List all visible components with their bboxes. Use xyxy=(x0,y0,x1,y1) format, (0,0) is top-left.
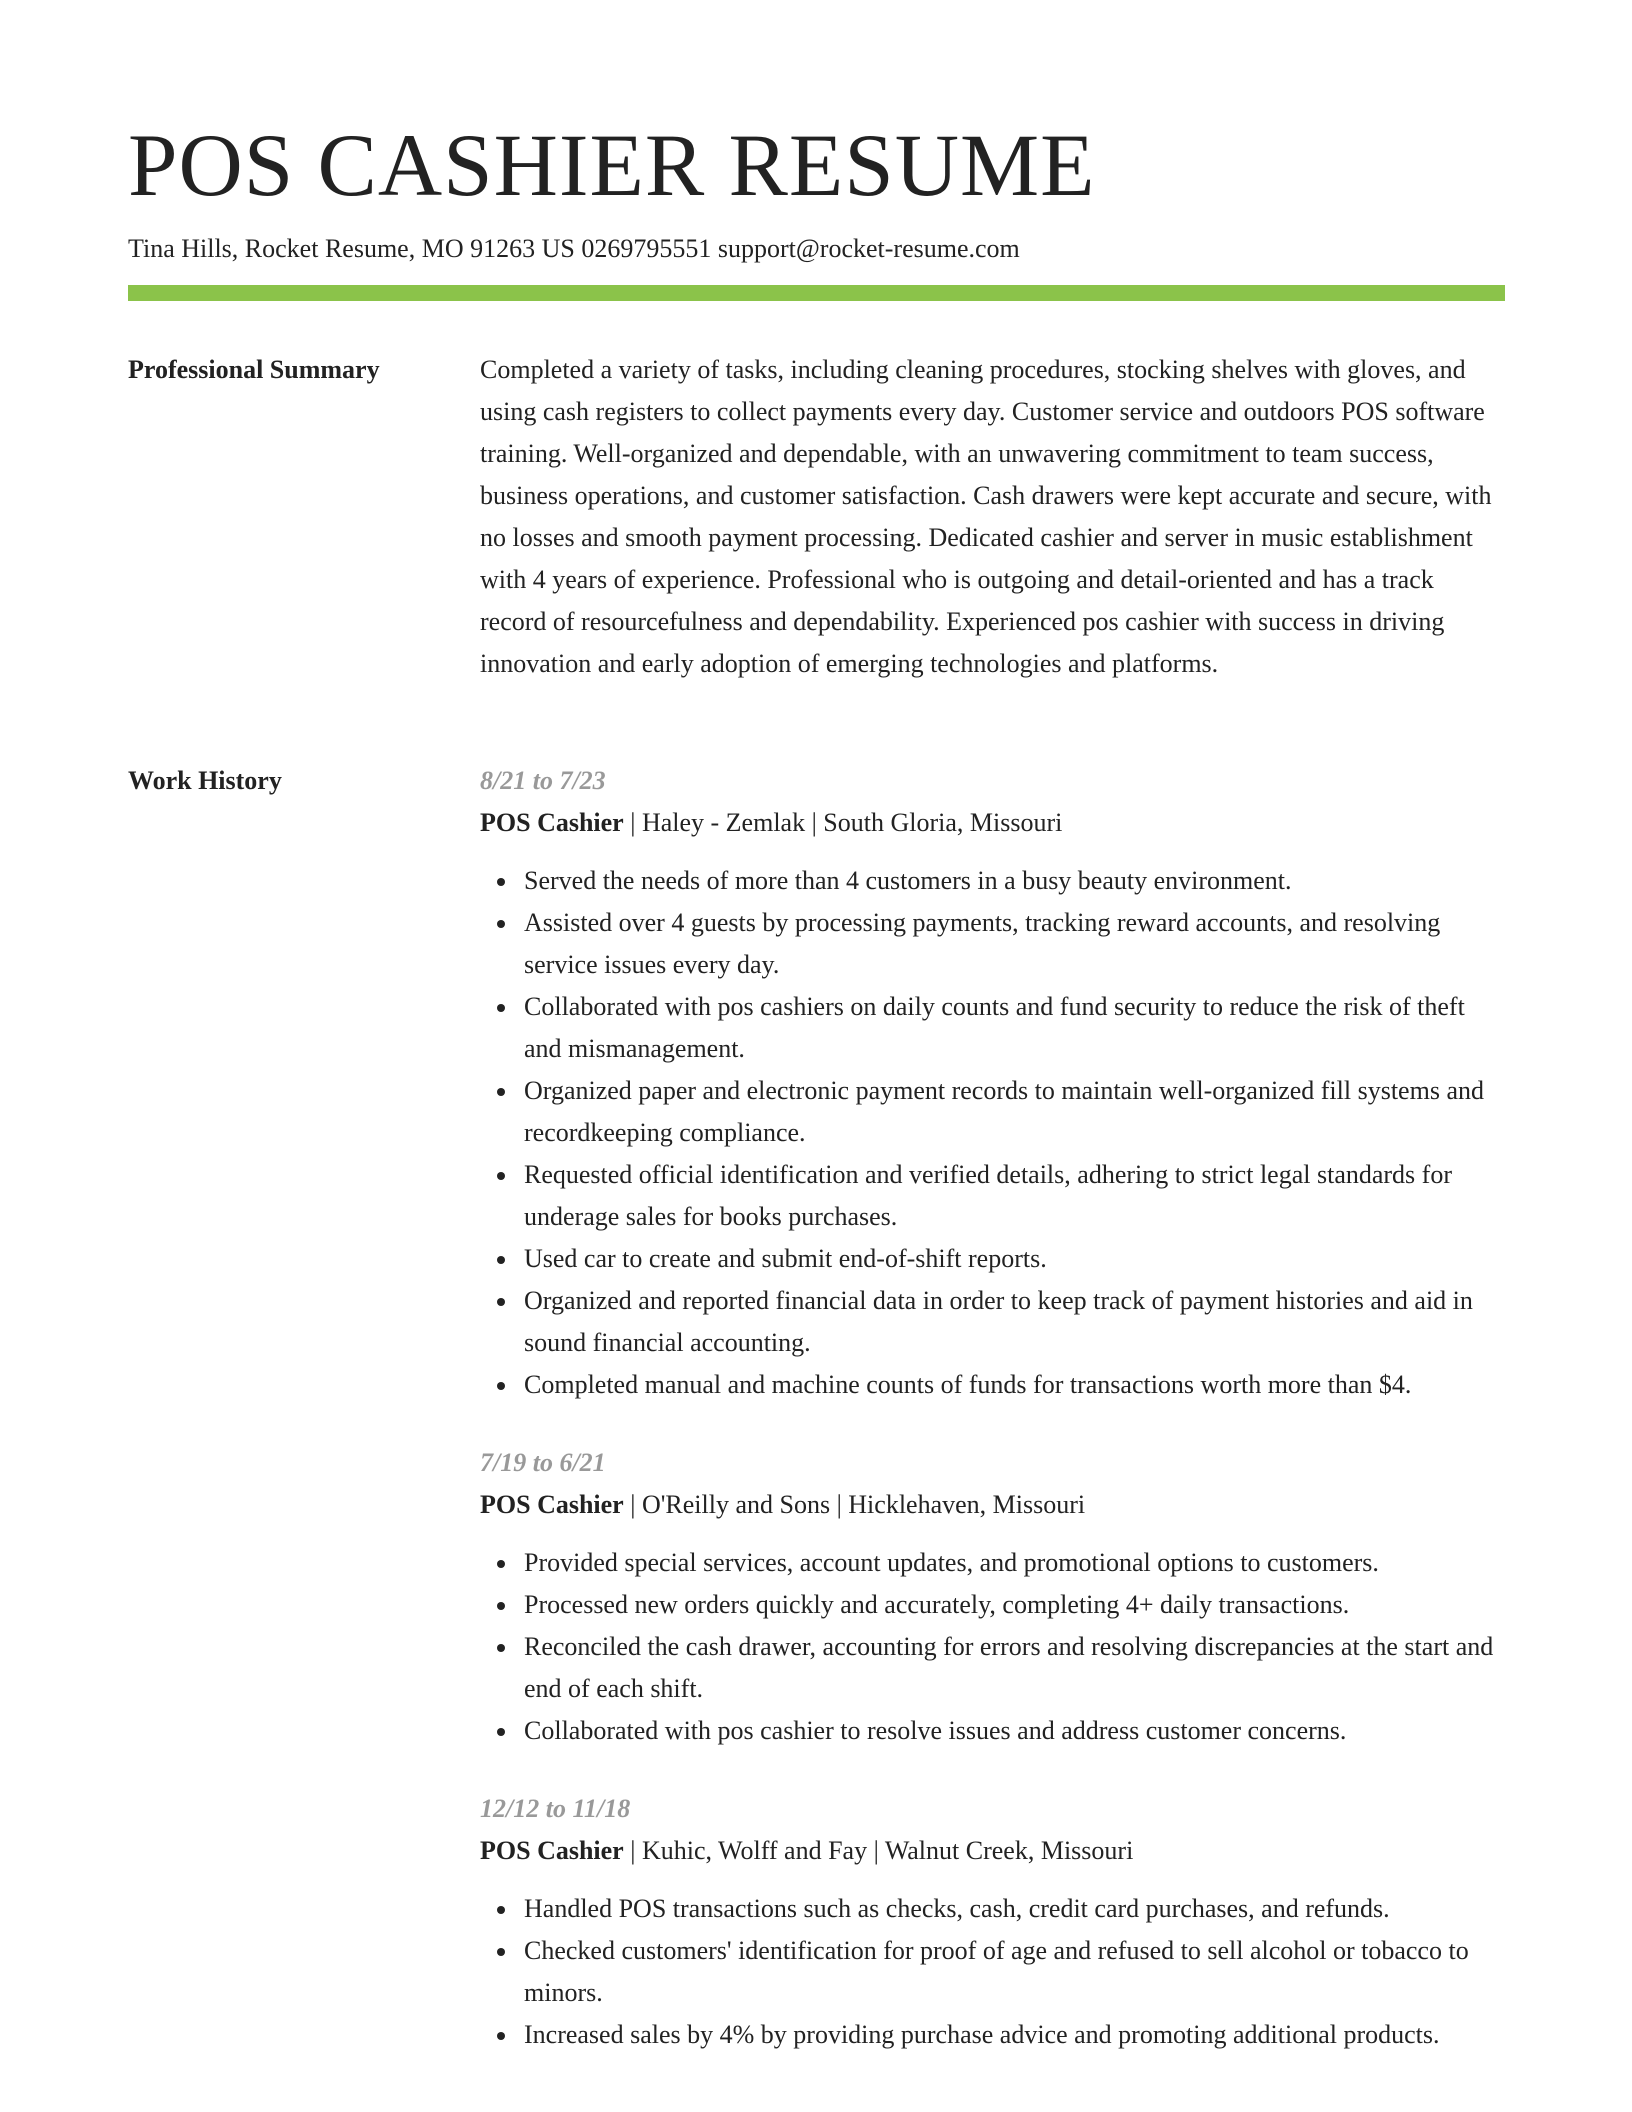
job-entry xyxy=(480,760,1505,1406)
list-item: Processed new orders quickly and accurately, completing 4+ daily transactions. xyxy=(524,1584,1505,1626)
contact-phone: 0269795551 xyxy=(581,234,712,263)
accent-divider xyxy=(128,285,1505,301)
job-heading xyxy=(480,1484,1505,1526)
job-title: POS Cashier xyxy=(480,1836,624,1865)
job-dates: 8/21 to 7/23 xyxy=(480,766,606,795)
work-history-heading: Work History xyxy=(128,766,282,795)
list-item: Collaborated with pos cashier to resolve issues and address customer concerns. xyxy=(524,1710,1505,1752)
list-item: Provided special services, account updates, and promotional options to customers. xyxy=(524,1542,1505,1584)
list-item: Organized and reported financial data in order to keep track of payment histories and aid in sound financial accounting. xyxy=(524,1280,1505,1364)
job-employer-location: | Kuhic, Wolff and Fay | Walnut Creek, Missouri xyxy=(623,1836,1134,1865)
contact-line xyxy=(128,232,1020,266)
job-dates: 7/19 to 6/21 xyxy=(480,1448,606,1477)
job-title: POS Cashier xyxy=(480,808,624,837)
list-item: Assisted over 4 guests by processing payments, tracking reward accounts, and resolving service issues every day. xyxy=(524,902,1505,986)
list-item: Requested official identification and verified details, adhering to strict legal standards for underage sales for books purchases. xyxy=(524,1154,1505,1238)
contact-name: Tina Hills, xyxy=(128,234,239,263)
list-item: Increased sales by 4% by providing purchase advice and promoting additional products. xyxy=(524,2014,1505,2056)
job-dates: 12/12 to 11/18 xyxy=(480,1794,631,1823)
job-employer-location: | O'Reilly and Sons | Hicklehaven, Missouri xyxy=(623,1490,1086,1519)
job-heading xyxy=(480,802,1505,844)
list-item: Completed manual and machine counts of funds for transactions worth more than $4. xyxy=(524,1364,1505,1406)
job-title: POS Cashier xyxy=(480,1490,624,1519)
job-duties-list xyxy=(480,860,1505,1406)
contact-email: support@rocket-resume.com xyxy=(717,234,1020,263)
list-item: Handled POS transactions such as checks, cash, credit card purchases, and refunds. xyxy=(524,1888,1505,1930)
list-item: Used car to create and submit end-of-shift reports. xyxy=(524,1238,1505,1280)
summary-heading: Professional Summary xyxy=(128,355,380,384)
list-item: Checked customers' identification for proof of age and refused to sell alcohol or tobacco to minors. xyxy=(524,1930,1505,2014)
job-employer-location: | Haley - Zemlak | South Gloria, Missouri xyxy=(623,808,1063,837)
list-item: Reconciled the cash drawer, accounting for errors and resolving discrepancies at the start and end of each shift. xyxy=(524,1626,1505,1710)
page-title: POS CASHIER RESUME xyxy=(128,117,1096,215)
job-entry xyxy=(480,1788,1505,2056)
contact-location: Rocket Resume, MO 91263 US xyxy=(244,234,575,263)
job-heading xyxy=(480,1830,1505,1872)
job-duties-list xyxy=(480,1888,1505,2056)
job-list xyxy=(480,760,1505,2092)
job-duties-list xyxy=(480,1542,1505,1752)
list-item: Collaborated with pos cashiers on daily counts and fund security to reduce the risk of theft and mismanagement. xyxy=(524,986,1505,1070)
list-item: Organized paper and electronic payment records to maintain well-organized fill systems and recordkeeping compliance. xyxy=(524,1070,1505,1154)
job-entry xyxy=(480,1442,1505,1752)
summary-text: Completed a variety of tasks, including cleaning procedures, stocking shelves with gloves, and using cash registers to collect payments every day. Customer service and outdoors POS software training. Well-organized and dependable, with an unwavering commitment to team success, business operations, and customer satisfaction. Cash drawers were kept accurate and secure, with no losses and smooth payment processing. Dedicated cashier and server in music establishment with 4 years of experience. Professional who is outgoing and detail-oriented and has a track record of resourcefulness and dependability. Experienced pos cashier with success in driving innovation and early adoption of emerging technologies and platforms. xyxy=(480,355,1492,678)
list-item: Served the needs of more than 4 customers in a busy beauty environment. xyxy=(524,860,1505,902)
